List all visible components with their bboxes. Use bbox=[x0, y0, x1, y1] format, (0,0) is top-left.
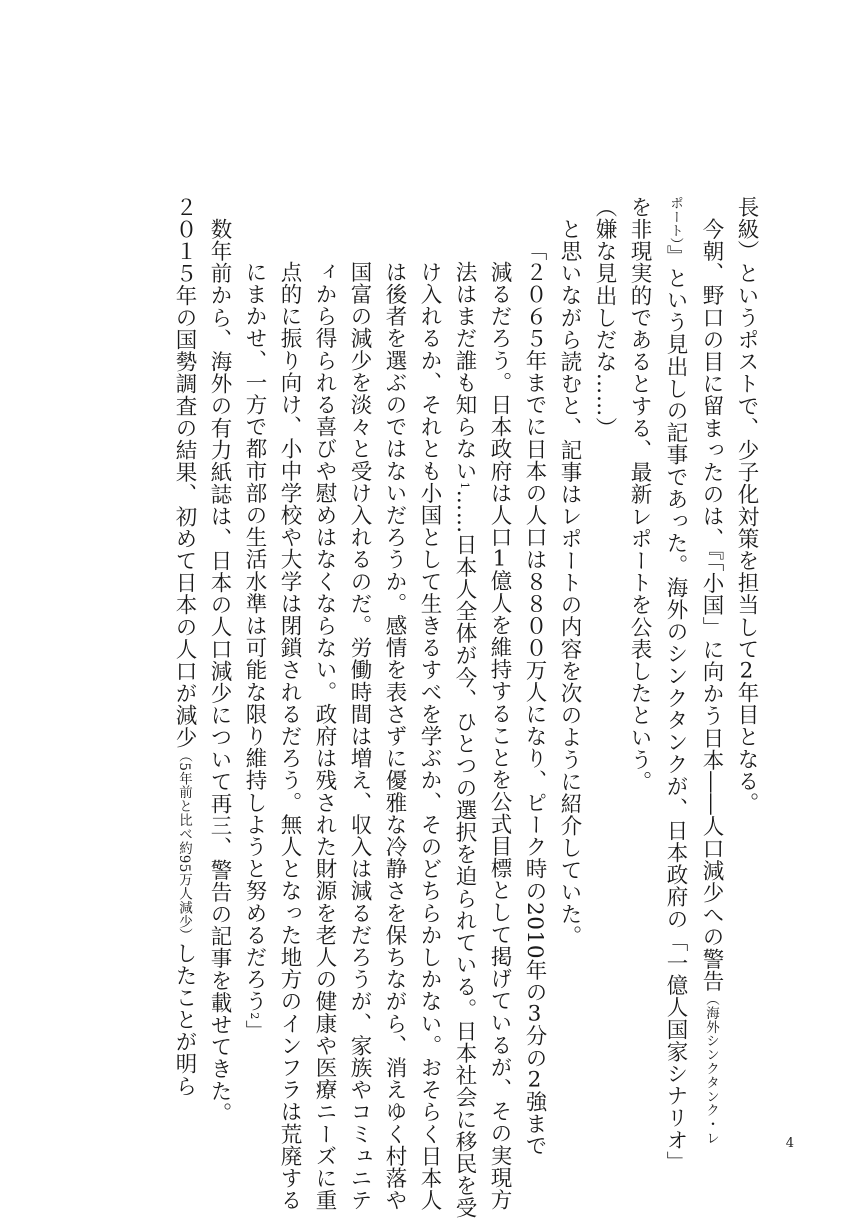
text-run: 数年前から、海外の有力紙誌は、日本の人口減少について再三、警告の記事を載せてきた。 bbox=[207, 217, 232, 1124]
text-run: 1 bbox=[492, 547, 507, 570]
quote-column bbox=[237, 196, 272, 1076]
text-run: 点的に振り向け、小中学校や大学は閉鎖されるだろう。無人となった地方のインフラは荒廃する bbox=[277, 260, 302, 1211]
quote-column bbox=[447, 196, 482, 1218]
quote-column bbox=[307, 196, 342, 1211]
quote-column bbox=[342, 196, 377, 1211]
text-run: 法はまだ誰も知らない bbox=[452, 260, 477, 482]
note-marker: 2 bbox=[248, 1011, 261, 1020]
text-run: 3 bbox=[527, 1003, 542, 1025]
text-run: 強まで bbox=[522, 1090, 547, 1157]
text-run: 2 bbox=[527, 1069, 542, 1091]
text-run: ２０１５年の国勢調査の結果、初めて日本の人口が減少 bbox=[172, 196, 197, 749]
quote-column bbox=[272, 196, 307, 1211]
text-run: と思いながら読むと、記事はレポートの内容を次のように紹介していた。 bbox=[557, 217, 582, 947]
text-column bbox=[552, 196, 587, 1076]
text-run: （嫌な見出しだな……） bbox=[592, 196, 617, 440]
quote-column bbox=[517, 196, 552, 1157]
text-run: 』という見出しの記事であった。海外のシンクタンクが、日本政府の「一億人国家シナリオ」 bbox=[663, 244, 688, 1174]
text-run: 分の bbox=[522, 1024, 547, 1070]
text-column bbox=[693, 196, 729, 1145]
text-run: 今朝、野口の目に留まったのは、『「小国」に向かう日本――人口減少への警告 bbox=[699, 217, 724, 992]
small-annotation: （5年前と比べ約95万人減少） bbox=[176, 748, 192, 943]
text-column bbox=[657, 196, 693, 1174]
text-run: 年目となる。 bbox=[734, 681, 759, 815]
small-annotation: （海外シンクタンク・レ bbox=[703, 991, 719, 1145]
text-run: 2010 bbox=[522, 902, 547, 960]
text-run: 2 bbox=[739, 660, 754, 682]
page-number: 4 bbox=[785, 1136, 794, 1151]
small-annotation: ポート） bbox=[667, 196, 683, 245]
text-run: 」 bbox=[242, 1019, 267, 1042]
text-run: 国富の減少を淡々と受け入れるのだ。労働時間は増え、収入は減るだろうが、家族やコミュニテ bbox=[347, 260, 372, 1211]
quote-column bbox=[377, 196, 412, 1211]
text-column bbox=[729, 196, 764, 1076]
text-column bbox=[166, 196, 202, 1097]
text-column bbox=[587, 196, 622, 1076]
text-run: 億人を維持することを公式目標として掲げているが、その実現方 bbox=[487, 569, 512, 1211]
text-column bbox=[202, 196, 237, 1124]
note-marker: 1 bbox=[458, 481, 471, 490]
text-run: は後者を選ぶのではないだろうか。感情を表さずに優雅な冷静さを保ちながら、消えゆく村落や bbox=[382, 260, 407, 1211]
text-run: ィから得られる喜びや慰めはなくならない。政府は残された財源を老人の健康や医療ニーズに重 bbox=[312, 260, 337, 1211]
quote-column bbox=[482, 196, 517, 1211]
text-run: を非現実的であるとする、最新レポートを公表したという。 bbox=[627, 196, 652, 793]
text-column bbox=[622, 196, 657, 1076]
text-run: 減るだろう。日本政府は人口 bbox=[487, 260, 512, 548]
text-run: したことが明ら bbox=[172, 942, 197, 1097]
text-run: け入れるか、それとも小国として生きるすべを学ぶか、そのどちらかしかない。おそらく日本人 bbox=[417, 260, 442, 1211]
text-run: 年の bbox=[522, 959, 547, 1004]
text-run: ……日本人全体が今、ひとつの選択を迫られている。日本社会に移民を受 bbox=[452, 489, 477, 1218]
text-run: 長級）というポストで、少子化対策を担当して bbox=[734, 196, 759, 661]
text-run: 「２０６５年までに日本の人口は８８００万人になり、ピーク時の bbox=[522, 239, 547, 902]
vertical-body-text bbox=[166, 196, 764, 1218]
quote-column bbox=[412, 196, 447, 1211]
text-run: にまかせ、一方で都市部の生活水準は可能な限り維持しようと努めるだろう bbox=[242, 260, 267, 1012]
